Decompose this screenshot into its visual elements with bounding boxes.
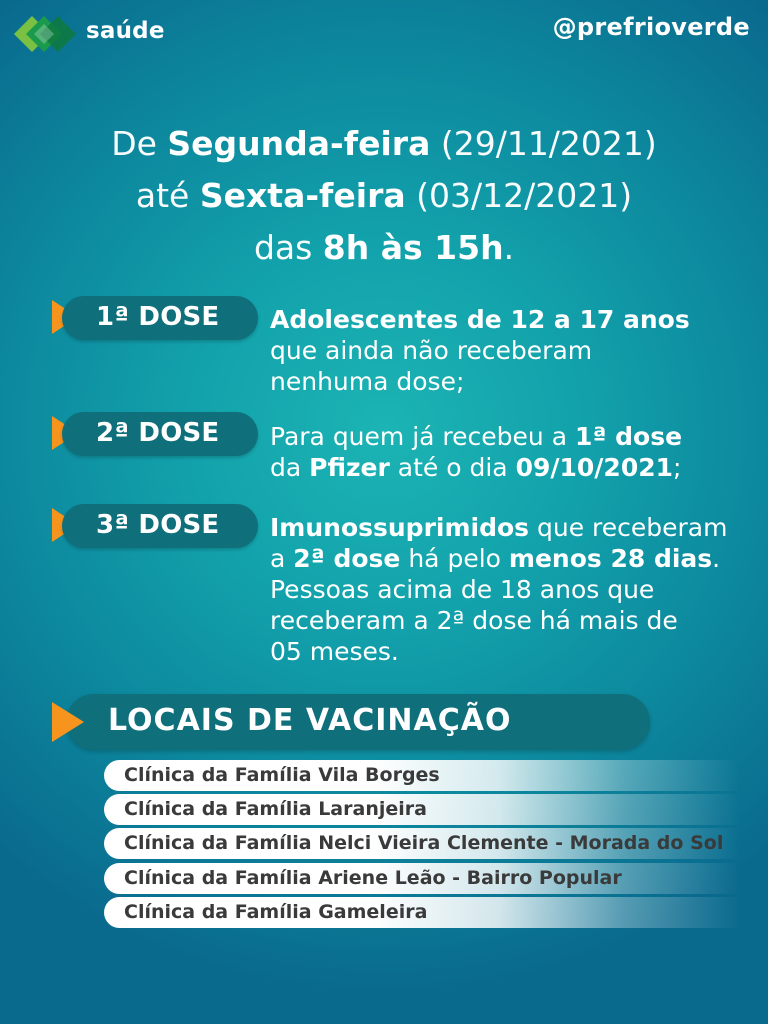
social-handle: @prefrioverde <box>552 13 750 41</box>
brand-name: saúde <box>86 18 165 44</box>
dose-2-line-2: da Pfizer até o dia 09/10/2021; <box>270 453 682 482</box>
dose-3-line-2: a 2ª dose há pelo menos 28 dias. <box>270 544 721 573</box>
clinic-item <box>104 760 740 791</box>
dose-2-label: 2ª DOSE <box>96 418 220 448</box>
dose-3-pill <box>62 504 258 548</box>
dose-2-pill <box>62 412 258 456</box>
dose-1-description <box>270 304 690 397</box>
schedule-line-1: De Segunda-feira (29/11/2021) <box>111 124 657 163</box>
dose-3-label: 3ª DOSE <box>96 510 220 540</box>
schedule-block <box>0 118 768 274</box>
schedule-line-3: das 8h às 15h. <box>253 228 515 267</box>
locais-title: LOCAIS DE VACINAÇÃO <box>108 703 512 738</box>
dose-3-description <box>270 512 727 667</box>
dose-2-description <box>270 421 682 483</box>
dose-1-pill <box>62 296 258 340</box>
clinic-name: Clínica da Família Gameleira <box>124 901 428 923</box>
dose-1-line-1: Adolescentes de 12 a 17 anos <box>270 305 690 334</box>
dose-1-label: 1ª DOSE <box>96 302 220 332</box>
clinic-item <box>104 794 740 825</box>
clinic-name: Clínica da Família Nelci Vieira Clemente - Morada do Sol <box>124 832 724 854</box>
saude-logo-icon <box>14 14 76 54</box>
clinic-item <box>104 863 740 894</box>
clinic-item <box>104 828 740 859</box>
dose-3-line-5: 05 meses. <box>270 637 399 666</box>
clinic-name: Clínica da Família Laranjeira <box>124 798 427 820</box>
clinic-item <box>104 897 740 928</box>
dose-1-line-3: nenhuma dose; <box>270 367 465 396</box>
dose-1-line-2: que ainda não receberam <box>270 336 593 365</box>
dose-3-line-1: Imunossuprimidos que receberam <box>270 513 728 542</box>
dose-2-line-1: Para quem já recebeu a 1ª dose <box>270 422 683 451</box>
clinic-name: Clínica da Família Ariene Leão - Bairro Popular <box>124 867 622 889</box>
dose-3-line-3: Pessoas acima de 18 anos que <box>270 575 655 604</box>
schedule-line-2: até Sexta-feira (03/12/2021) <box>135 176 633 215</box>
locais-arrow-icon <box>52 702 84 742</box>
locais-header <box>66 694 650 750</box>
dose-3-line-4: receberam a 2ª dose há mais de <box>270 606 678 635</box>
clinic-name: Clínica da Família Vila Borges <box>124 764 440 786</box>
